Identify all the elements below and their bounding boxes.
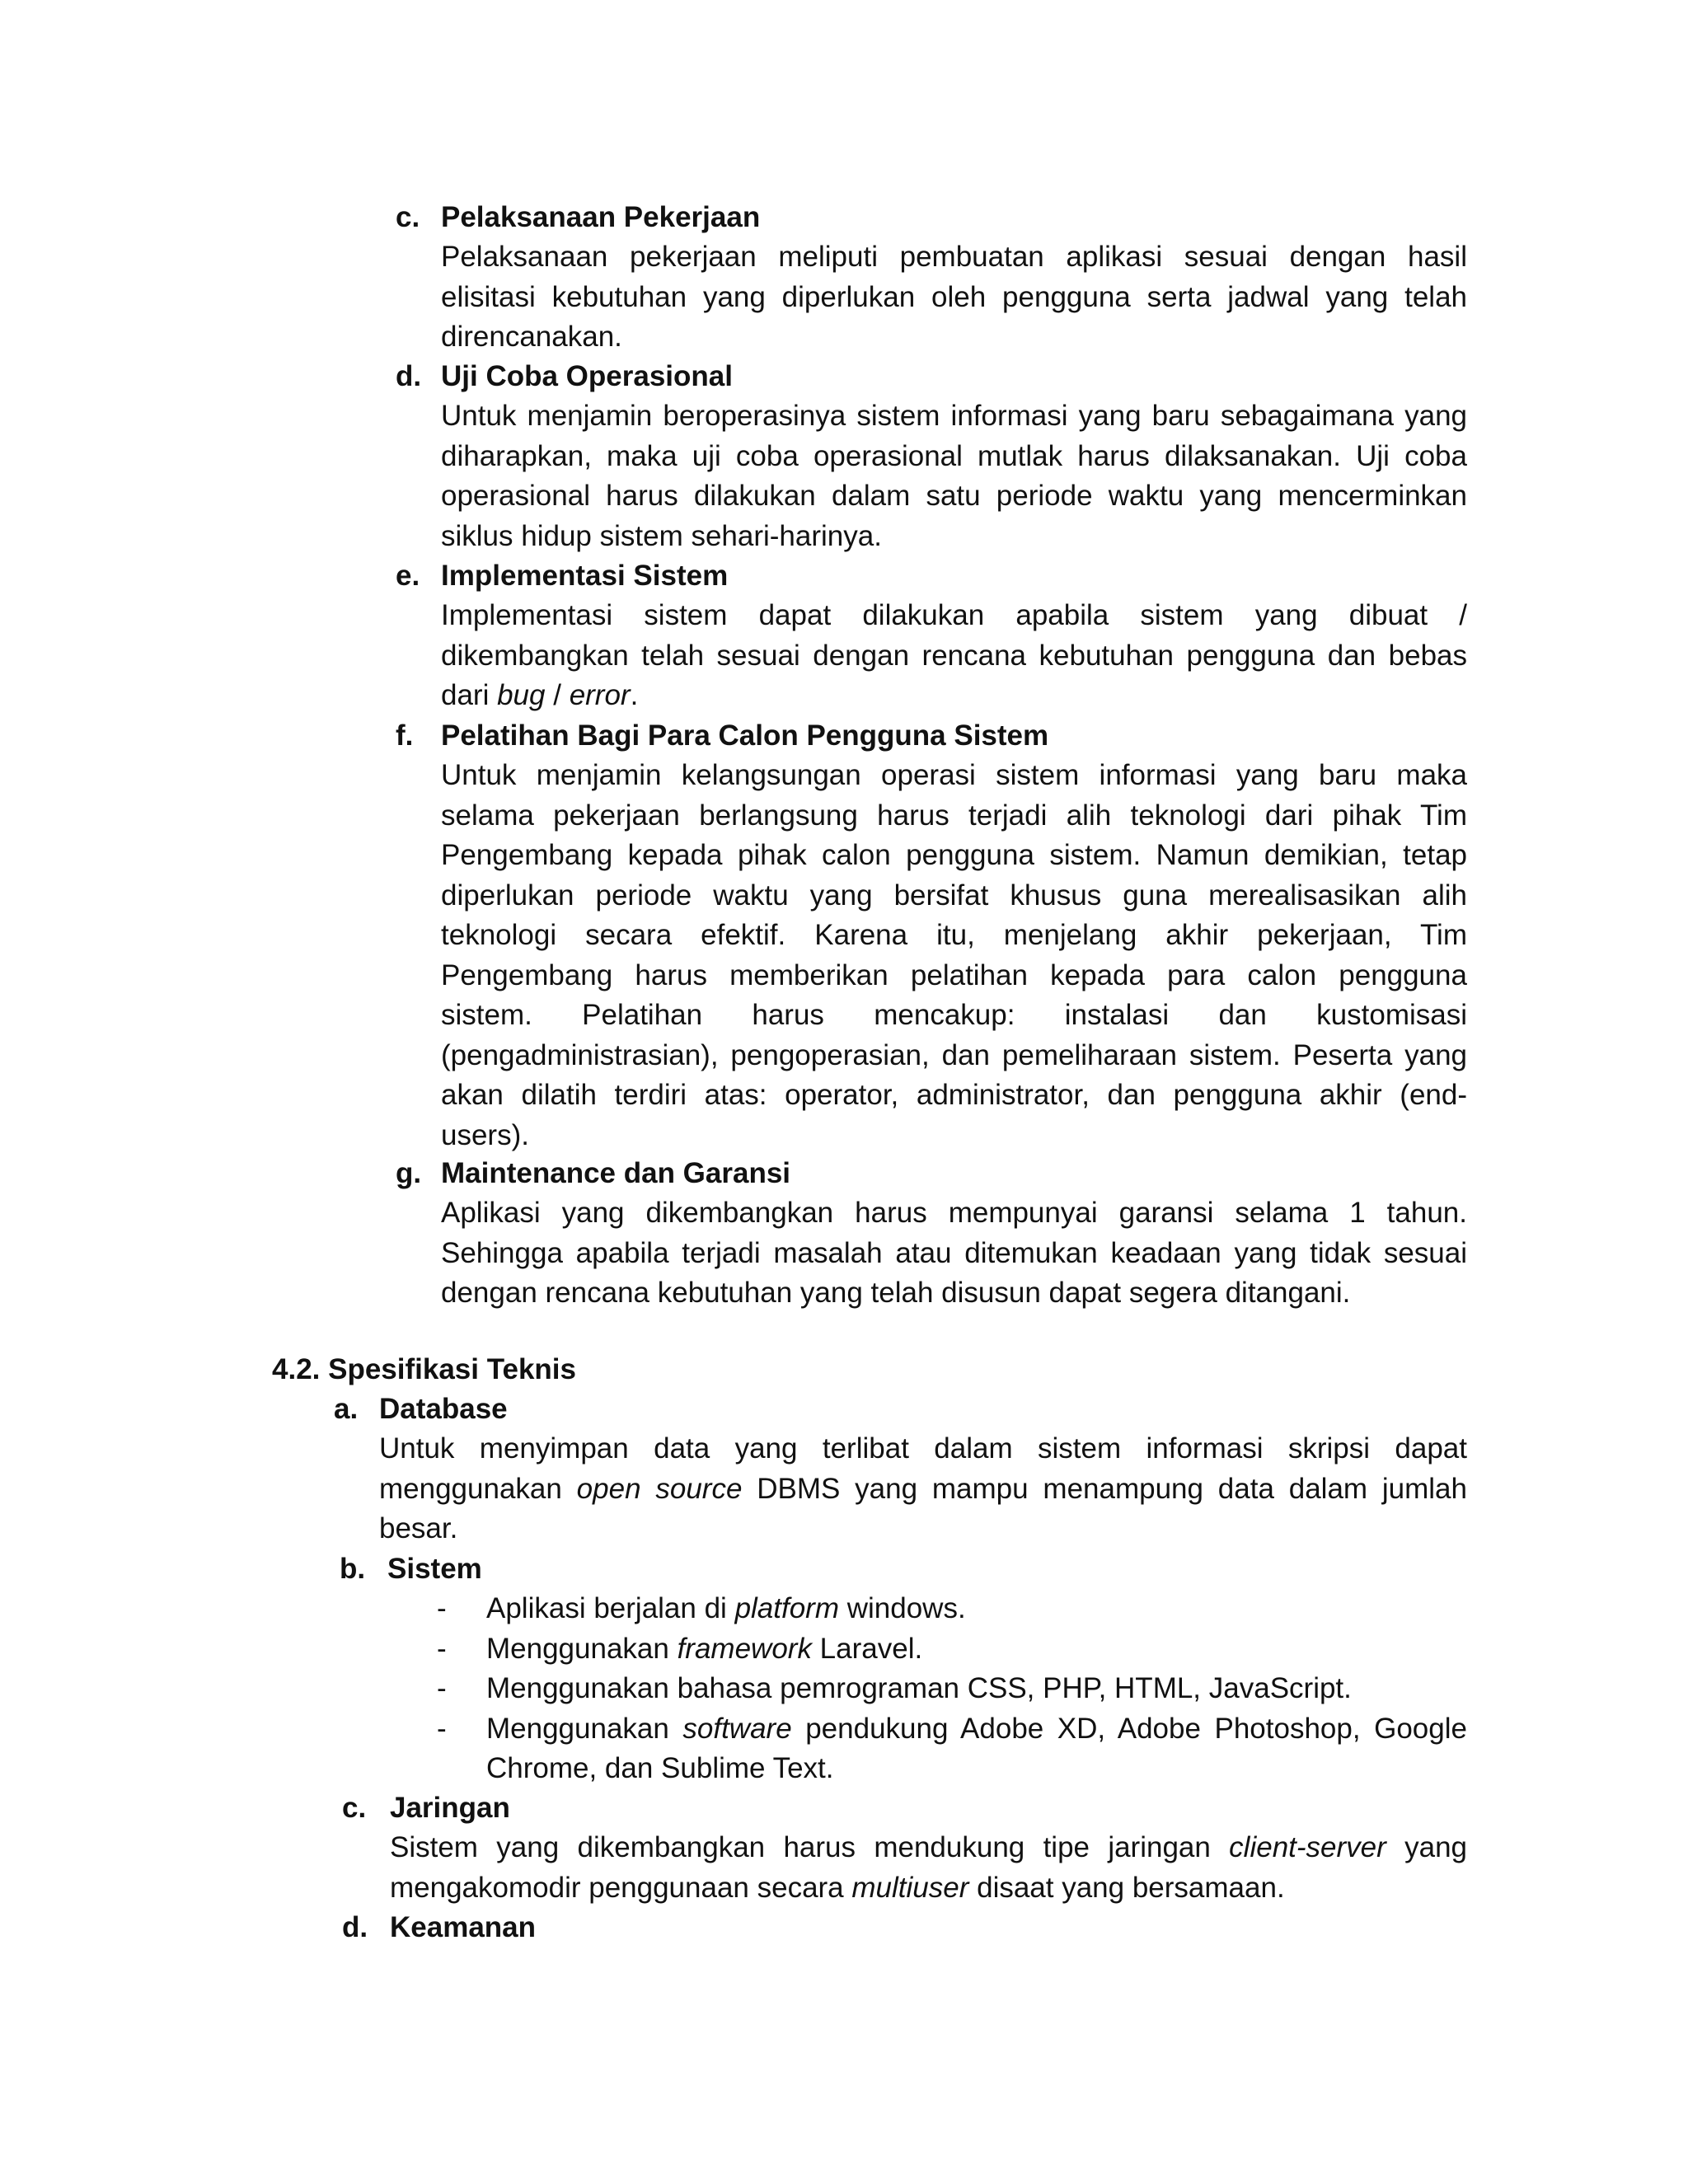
item-f-line: Pengembang kepada pihak calon pengguna sistem. Namun demikian, tetap (441, 839, 1467, 871)
item-g-title: Maintenance dan Garansi (441, 1157, 791, 1189)
bullet-pre: Menggunakan (486, 1712, 683, 1745)
dash-bullet: - (437, 1712, 447, 1745)
spec-a-line (379, 1469, 1467, 1510)
bullet-em: software (682, 1712, 792, 1745)
spec-c-line (390, 1828, 1467, 1868)
item-e-title: Implementasi Sistem (441, 560, 729, 592)
spec-c-body (390, 1828, 1467, 1908)
item-f-line: teknologi secara efektif. Karena itu, menjelang akhir pekerjaan, Tim (441, 919, 1467, 951)
item-e-bug: bug (497, 679, 546, 711)
spec-c-line2-suffix: disaat yang bersamaan. (968, 1871, 1285, 1904)
item-d-line: operasional harus dilakukan dalam satu periode waktu yang mencerminkan (441, 480, 1467, 512)
spec-c-title: Jaringan (390, 1792, 510, 1824)
spec-a-line: Untuk menyimpan data yang terlibat dalam sistem informasi skripsi dapat (379, 1432, 1467, 1465)
spec-a-body (379, 1429, 1467, 1549)
item-f-label: f. (396, 719, 414, 752)
spec-a-open-source: open source (576, 1472, 743, 1505)
spec-a-title: Database (379, 1393, 508, 1425)
spec-b-bullet-text (486, 1669, 1352, 1709)
item-d-line: diharapkan, maka uji coba operasional mutlak harus dilaksanakan. Uji coba (441, 439, 1467, 472)
item-c-line: elisitasi kebutuhan yang diperlukan oleh pengguna serta jadwal yang telah (441, 280, 1467, 313)
item-e-last-suffix: . (630, 679, 639, 711)
spec-a-line2-prefix: menggunakan (379, 1472, 577, 1505)
item-d-body (441, 396, 1467, 556)
bullet-em: platform (734, 1592, 839, 1624)
bullet-line: Chrome, dan Sublime Text. (486, 1752, 834, 1784)
spec-b-list (437, 1589, 1467, 1789)
spec-c-line1-prefix: Sistem yang dikembangkan harus mendukung tipe jaringan (390, 1831, 1230, 1863)
spec-b-bullet-item (437, 1669, 1467, 1709)
item-g-body (441, 1193, 1467, 1314)
item-e-line (441, 676, 1467, 716)
spec-d-title: Keamanan (390, 1911, 537, 1943)
dash-bullet: - (437, 1592, 447, 1624)
item-f-title: Pelatihan Bagi Para Calon Pengguna Sistem (441, 719, 1049, 752)
item-g-line: Aplikasi yang dikembangkan harus mempunyai garansi selama 1 tahun. (441, 1197, 1467, 1229)
spec-b-label: b. (340, 1553, 366, 1585)
item-e-error: error (569, 679, 631, 711)
bullet-pre: Menggunakan (486, 1632, 678, 1665)
bullet-line (486, 1709, 1467, 1750)
spec-c-label: c. (342, 1792, 367, 1824)
item-c-label: c. (396, 201, 420, 233)
item-f-line: Pengembang harus memberikan pelatihan kepada para calon pengguna (441, 958, 1467, 991)
item-e-line: dikembangkan telah sesuai dengan rencana kebutuhan pengguna dan bebas (441, 639, 1467, 672)
item-f-line: akan dilatih terdiri atas: operator, administrator, dan pengguna akhir (end- (441, 1079, 1467, 1111)
item-f-line: selama pekerjaan berlangsung harus terjadi alih teknologi dari pihak Tim (441, 799, 1467, 832)
spec-b-bullet-item (437, 1709, 1467, 1789)
dash-bullet: - (437, 1632, 447, 1665)
spec-b-bullet-text (486, 1629, 922, 1670)
item-d-title: Uji Coba Operasional (441, 360, 733, 392)
bullet-em: framework (677, 1632, 812, 1665)
item-f-line: sistem. Pelatihan harus mencakup: instalasi dan kustomisasi (441, 999, 1467, 1031)
spec-a-line2-suffix: DBMS yang mampu menampung data dalam jumlah (742, 1472, 1467, 1505)
item-e-line: Implementasi sistem dapat dilakukan apabila sistem yang dibuat / (441, 599, 1467, 631)
item-c-line: Pelaksanaan pekerjaan meliputi pembuatan aplikasi sesuai dengan hasil (441, 241, 1467, 273)
spec-b-bullet-item (437, 1629, 1467, 1670)
item-f-line: diperlukan periode waktu yang bersifat khusus guna merealisasikan alih (441, 879, 1467, 912)
item-d-line: Untuk menjamin beroperasinya sistem informasi yang baru sebagaimana yang (441, 400, 1467, 432)
bullet-post: windows. (839, 1592, 966, 1624)
spec-c-line1-suffix: yang (1386, 1831, 1467, 1863)
item-c-line: direncanakan. (441, 321, 622, 353)
item-g-line: dengan rencana kebutuhan yang telah disusun dapat segera ditangani. (441, 1277, 1351, 1309)
bullet-post: pendukung Adobe XD, Adobe Photoshop, Google (791, 1712, 1467, 1745)
bullet-pre: Aplikasi berjalan di (486, 1592, 735, 1624)
spec-b-bullet-item (437, 1589, 1467, 1629)
spec-b-bullet-text (486, 1709, 1467, 1789)
item-f-line: (pengadministrasian), pengoperasian, dan pemeliharaan sistem. Peserta yang (441, 1038, 1467, 1071)
item-g-line: Sehingga apabila terjadi masalah atau ditemukan keadaan yang tidak sesuai (441, 1236, 1467, 1269)
item-d-label: d. (396, 360, 422, 392)
spec-b-title: Sistem (387, 1553, 482, 1585)
item-e-label: e. (396, 560, 420, 592)
item-c-title: Pelaksanaan Pekerjaan (441, 201, 761, 233)
spec-c-line (390, 1868, 1467, 1909)
item-f-line: Untuk menjamin kelangsungan operasi sistem informasi yang baru maka (441, 759, 1467, 791)
dash-bullet: - (437, 1672, 447, 1704)
item-e-last-mid: / (545, 679, 570, 711)
item-d-line: siklus hidup sistem sehari-harinya. (441, 519, 882, 552)
spec-c-multiuser: multiuser (851, 1871, 969, 1904)
spec-a-label: a. (334, 1393, 359, 1425)
spec-c-line2-prefix: mengakomodir penggunaan secara (390, 1871, 852, 1904)
item-e-last-prefix: dari (441, 679, 498, 711)
item-c-body (441, 237, 1467, 358)
spec-d-label: d. (342, 1911, 368, 1943)
spec-b-bullet-text (486, 1589, 966, 1629)
bullet-post: Laravel. (811, 1632, 923, 1665)
item-f-body (441, 756, 1467, 1155)
spec-a-line: besar. (379, 1512, 458, 1544)
bullet-pre: Menggunakan bahasa pemrograman CSS, PHP, HTML, JavaScript. (486, 1672, 1352, 1704)
spec-c-client-server: client-server (1229, 1831, 1386, 1863)
item-g-label: g. (396, 1157, 422, 1189)
item-f-line: users). (441, 1118, 529, 1151)
item-e-body (441, 596, 1467, 716)
section-heading: 4.2. Spesifikasi Teknis (272, 1353, 576, 1385)
